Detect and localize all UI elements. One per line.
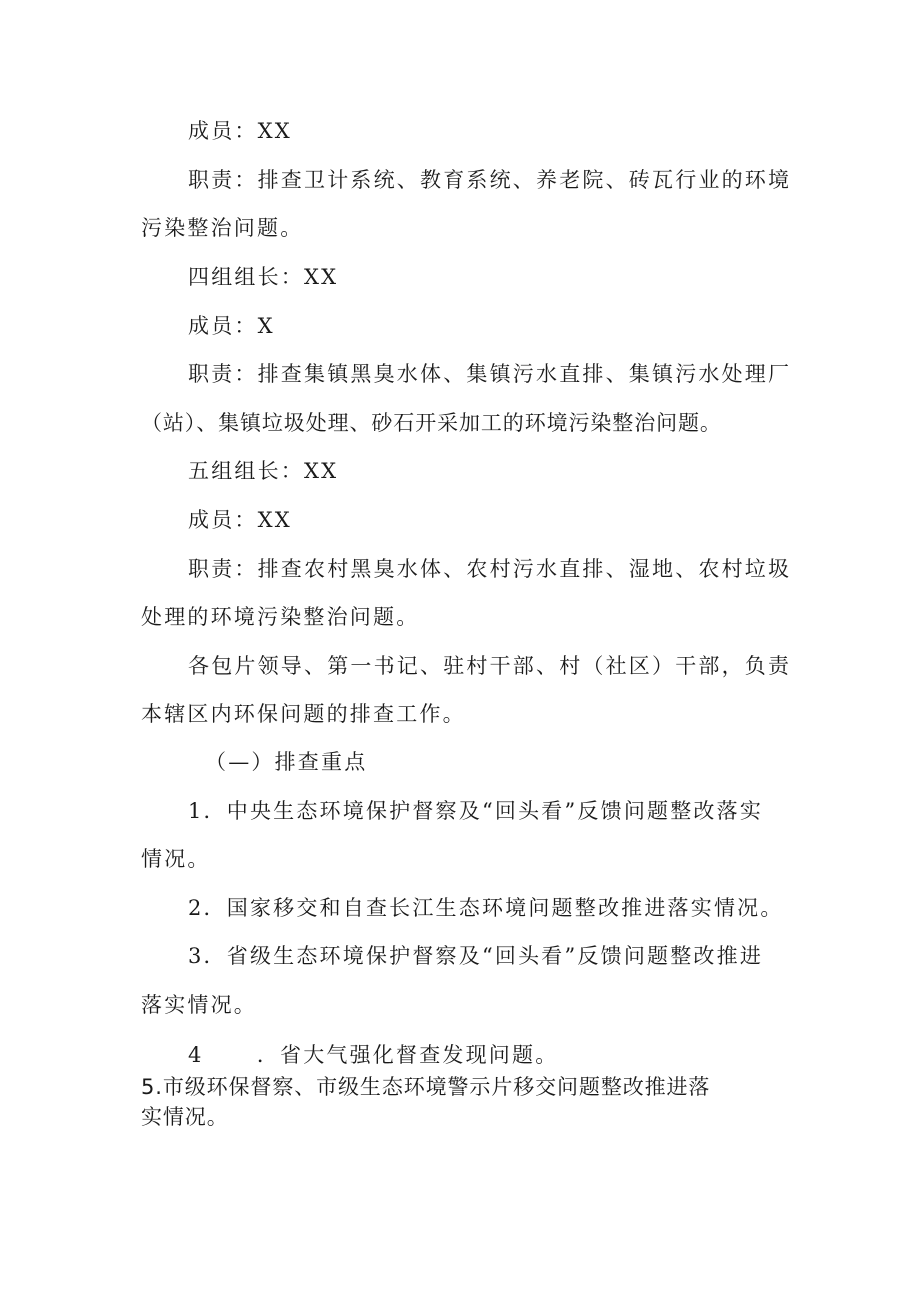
group4-leader: 四组组长：XX [188,265,339,289]
group3-members: 成员：XX [188,119,292,143]
group5-duties-cont: 处理的环境污染整治问题。 [141,605,420,629]
item-2: 2．国家移交和自查长江生态环境问题整改推进落实情况。 [188,896,784,920]
section-heading: （—）排查重点 [205,750,368,774]
item-4: 4 ．省大气强化督查发现问题。 [188,1043,559,1067]
item-3: 3．省级生态环境保护督察及“回头看”反馈问题整改推进 [188,944,764,968]
group5-leader: 五组组长：XX [188,459,339,483]
responsibility-paragraph: 各包片领导、第一书记、驻村干部、村（社区）干部，负责 [188,654,792,678]
item-5: 5.市级环保督察、市级生态环境警示片移交问题整改推进落 [141,1075,711,1099]
group3-duties-cont: 污染整治问题。 [141,216,304,240]
responsibility-paragraph-cont: 本辖区内环保问题的排查工作。 [141,702,466,726]
group3-duties: 职责：排查卫计系统、教育系统、养老院、砖瓦行业的环境 [188,168,792,192]
item-1-cont: 情况。 [141,847,211,871]
item-1: 1．中央生态环境保护督察及“回头看”反馈问题整改落实 [188,799,764,823]
group4-duties: 职责：排查集镇黑臭水体、集镇污水直排、集镇污水处理厂 [188,362,792,386]
group4-members: 成员：X [188,314,275,338]
group5-duties: 职责：排查农村黑臭水体、农村污水直排、湿地、农村垃圾 [188,557,792,581]
item-3-cont: 落实情况。 [141,993,257,1017]
group4-duties-cont: （站）、集镇垃圾处理、砂石开采加工的环境污染整治问题。 [141,411,722,435]
item-5-cont: 实情况。 [141,1105,229,1129]
group5-members: 成员：XX [188,508,292,532]
